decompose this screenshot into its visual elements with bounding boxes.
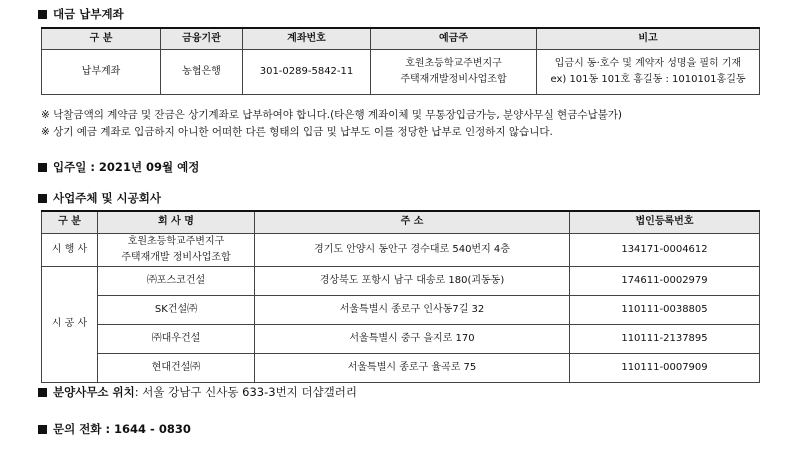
header-category: 구 분	[42, 28, 161, 49]
table-row	[42, 295, 760, 324]
builder-address: 서울특별시 종로구 율곡로 75	[255, 353, 570, 382]
header-bank: 금융기관	[161, 28, 243, 49]
developer-name	[98, 233, 255, 266]
builder-reg-no: 110111-0038805	[570, 295, 760, 324]
account-section-title	[38, 6, 124, 22]
builder-reg-no: 110111-0007909	[570, 353, 760, 382]
company-table-header	[42, 211, 760, 233]
builder-label: 시 공 사	[42, 266, 98, 382]
holder-line1: 호원초등학교주변지구	[405, 57, 502, 69]
header-remark: 비고	[537, 28, 760, 49]
note-1: ※ 낙찰금액의 계약금 및 잔금은 상기계좌로 납부하여야 합니다.(타은행 계좌이체 및 무통장입금가능, 분양사무실 현금수납불가)	[41, 109, 623, 121]
table-row	[42, 324, 760, 353]
developer-reg-no: 134171-0004612	[570, 233, 760, 266]
remark-line1: 입금시 동·호수 및 계약자 성명을 필히 기재	[554, 57, 742, 69]
account-holder	[371, 49, 537, 94]
builder-address: 서울특별시 종로구 인사동7길 32	[255, 295, 570, 324]
table-row	[42, 266, 760, 295]
note-2: ※ 상기 예금 계좌로 입금하지 아니한 어떠한 다른 형태의 입금 및 납부도 이를 정당한 납부로 인정하지 않습니다.	[41, 126, 553, 138]
account-title-text: 대금 납부계좌	[53, 7, 124, 21]
office-address: : 서울 강남구 신사동 633-3번지 더샵갤러리	[134, 385, 357, 399]
builder-name: ㈜대우건설	[98, 324, 255, 353]
header-address: 주 소	[255, 211, 570, 233]
company-title-text: 사업주체 및 시공회사	[53, 191, 161, 205]
contact-section-title	[38, 421, 191, 437]
contact-text: 문의 전화 : 1644 - 0830	[53, 422, 191, 436]
square-bullet-icon	[38, 194, 47, 203]
header-holder: 예금주	[371, 28, 537, 49]
company-table	[41, 210, 760, 383]
header-type: 구 분	[42, 211, 98, 233]
move-in-text: 입주일 : 2021년 09월 예정	[53, 160, 200, 174]
account-number: 301-0289-5842-11	[243, 49, 371, 94]
holder-line2: 주택재개발정비사업조합	[400, 73, 507, 85]
account-table	[41, 27, 760, 95]
square-bullet-icon	[38, 163, 47, 172]
table-row	[42, 233, 760, 266]
move-in-section-title	[38, 159, 199, 175]
builder-name: 현대건설㈜	[98, 353, 255, 382]
builder-reg-no: 174611-0002979	[570, 266, 760, 295]
builder-name: SK건설㈜	[98, 295, 255, 324]
developer-name-line2: 주택재개발 정비사업조합	[121, 251, 231, 263]
table-row	[42, 49, 760, 94]
developer-name-line1: 호원초등학교주변지구	[127, 235, 225, 247]
account-bank: 농협은행	[161, 49, 243, 94]
square-bullet-icon	[38, 10, 47, 19]
office-title-text: 분양사무소 위치	[53, 385, 135, 399]
header-reg-no: 법인등록번호	[570, 211, 760, 233]
account-category: 납부계좌	[42, 49, 161, 94]
account-table-header	[42, 28, 760, 49]
builder-address: 경상북도 포항시 남구 대송로 180(괴동동)	[255, 266, 570, 295]
builder-name: ㈜포스코건설	[98, 266, 255, 295]
header-company-name: 회 사 명	[98, 211, 255, 233]
builder-reg-no: 110111-2137895	[570, 324, 760, 353]
developer-label: 시 행 사	[42, 233, 98, 266]
account-remark	[537, 49, 760, 94]
header-account-no: 계좌번호	[243, 28, 371, 49]
square-bullet-icon	[38, 425, 47, 434]
office-section-title	[38, 384, 357, 400]
square-bullet-icon	[38, 388, 47, 397]
table-row	[42, 353, 760, 382]
remark-line2: ex) 101동 101호 홍길동 : 1010101홍길동	[550, 73, 746, 85]
company-section-title	[38, 190, 161, 206]
developer-address: 경기도 안양시 동안구 경수대로 540번지 4층	[255, 233, 570, 266]
builder-address: 서울특별시 중구 을지로 170	[255, 324, 570, 353]
